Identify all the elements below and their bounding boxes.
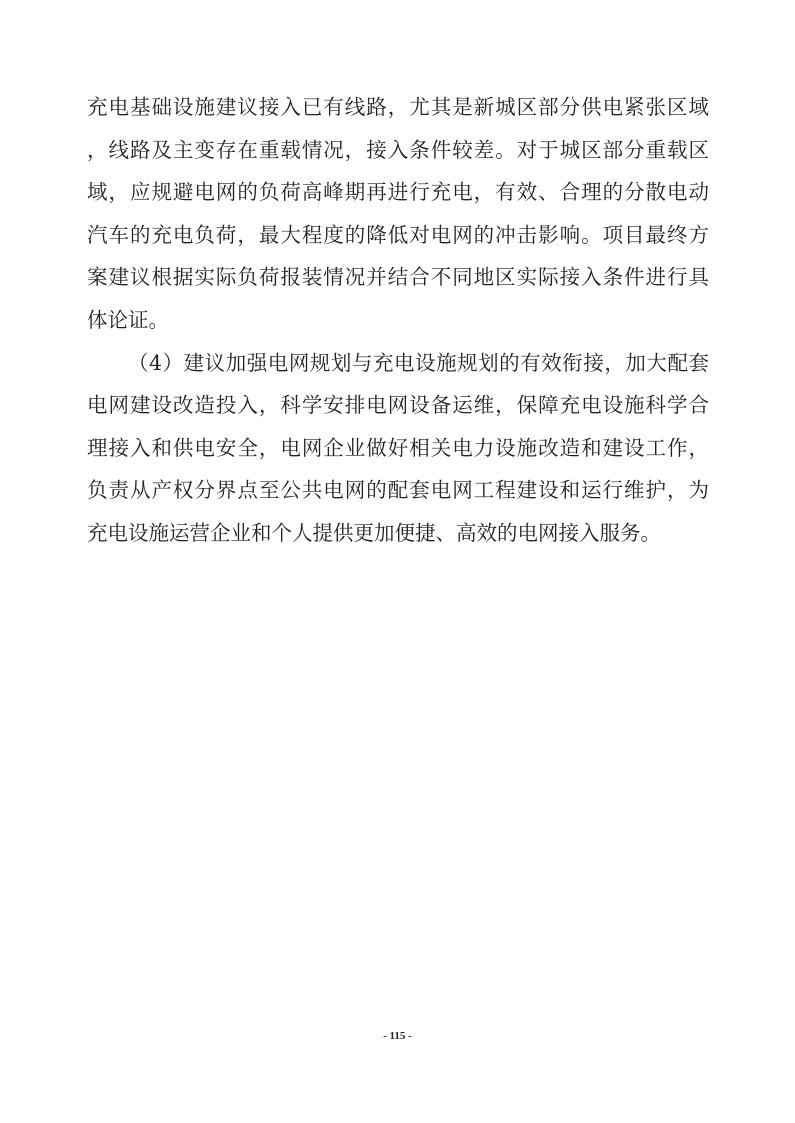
text-line: （4）建议加强电网规划与充电设施规划的有效衔接，加大配套 — [128, 350, 709, 375]
text-line: 理接入和供电安全，电网企业做好相关电力设施改造和建设工作， — [87, 435, 709, 460]
text-line: 体论证。 — [87, 307, 169, 332]
text-line: 负责从产权分界点至公共电网的配套电网工程建设和运行维护，为 — [87, 478, 709, 503]
text-line: ，线路及主变存在重载情况，接入条件较差。对于城区部分重载区 — [87, 137, 709, 162]
body-text — [87, 86, 709, 555]
text-line: 充电基础设施建议接入已有线路，尤其是新城区部分供电紧张区域 — [87, 95, 709, 119]
text-line: 汽车的充电负荷，最大程度的降低对电网的冲击影响。项目最终方 — [87, 222, 709, 247]
text-line: 域，应规避电网的负荷高峰期再进行充电，有效、合理的分散电动 — [87, 180, 709, 205]
page-number: - 115 - — [383, 1030, 412, 1042]
text-line: 案建议根据实际负荷报装情况并结合不同地区实际接入条件进行具 — [87, 265, 709, 290]
paragraph-grid-planning — [87, 342, 709, 555]
paragraph-charging-access — [87, 86, 709, 342]
text-line: 充电设施运营企业和个人提供更加便捷、高效的电网接入服务。 — [87, 520, 661, 545]
text-line: 电网建设改造投入，科学安排电网设备运维，保障充电设施科学合 — [87, 393, 709, 418]
